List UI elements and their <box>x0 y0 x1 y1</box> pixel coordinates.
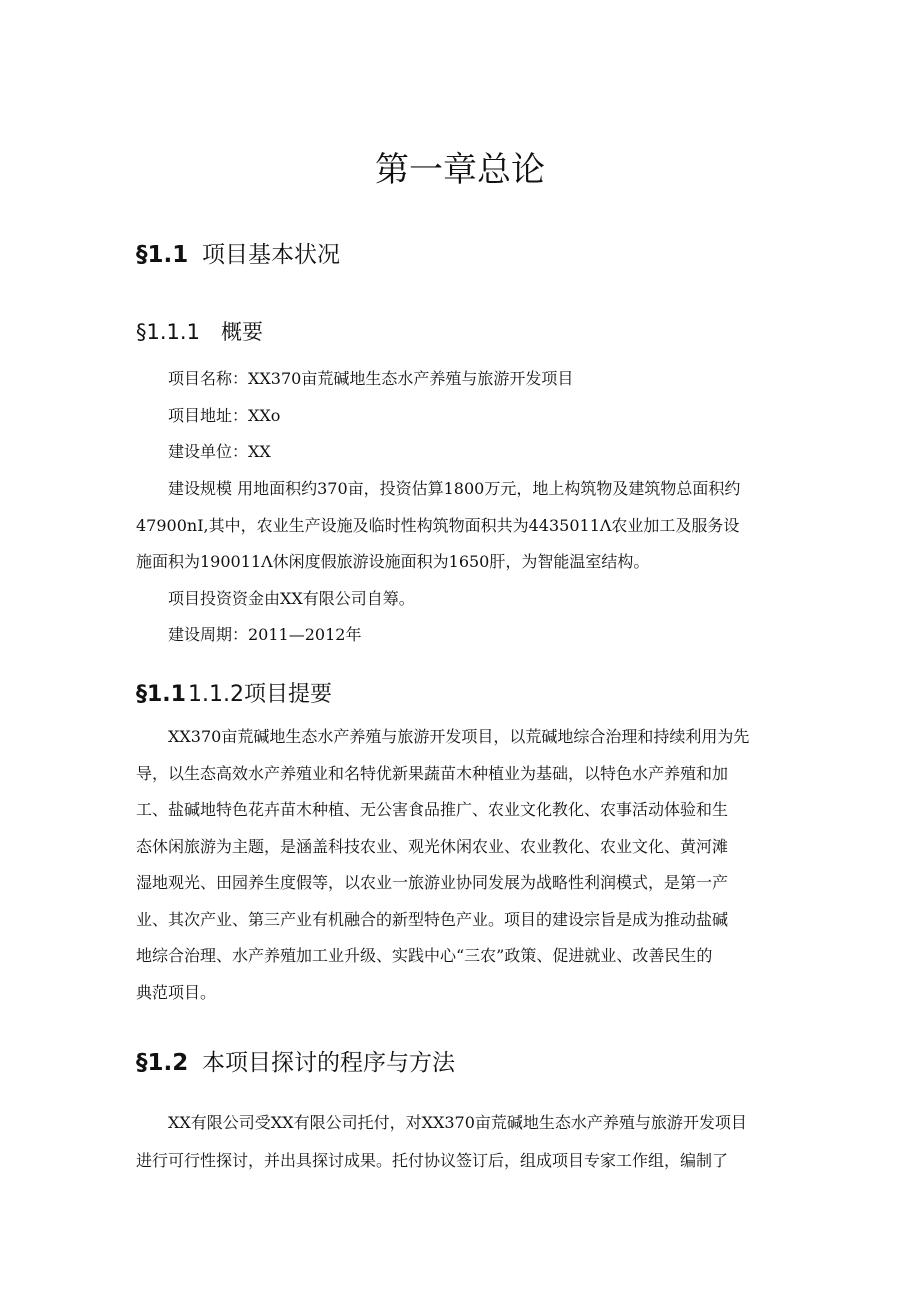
summary-line: 典范项目。 <box>136 983 217 1002</box>
section-title: 项目基本状况 <box>202 242 340 268</box>
summary-line: 导，以生态高效水产养殖业和名特优新果蔬苗木种植业为基础，以特色水产养殖和加 <box>136 764 729 783</box>
summary-line: XX370亩荒碱地生态水产养殖与旅游开发项目，以荒碱地综合治理和持续利用为先 <box>168 727 750 746</box>
summary-line: 态休闲旅游为主题，是涵盖科技农业、观光休闲农业、农业教化、农业文化、黄河滩 <box>136 837 729 856</box>
section-heading-1-1 <box>136 238 340 272</box>
summary-line: 业、其次产业、第三产业有机融合的新型特色产业。项目的建设宗旨是成为推动盐碱 <box>136 910 729 929</box>
scale-line-3: 施面积为190011Λ休闲度假旅游设施面积为1650肝，为智能温室结构。 <box>136 552 650 571</box>
subsection-title: 1.1.2项目提要 <box>188 682 332 707</box>
subsection-heading-1-1-1 <box>136 316 263 348</box>
section-heading-1-2 <box>136 1046 455 1080</box>
construction-unit-line: 建设单位：XX <box>168 442 271 461</box>
method-line: XX有限公司受XX有限公司托付，对XX370亩荒碱地生态水产养殖与旅游开发项目 <box>168 1113 747 1132</box>
scale-line-2: 47900nI,其中，农业生产设施及临时性构筑物面积共为4435011Λ农业加工及服务设 <box>136 516 740 535</box>
scale-line-1: 建设规模 用地面积约370亩，投资估算1800万元，地上构筑物及建筑物总面积约 <box>168 479 741 498</box>
section-number: §1.1 <box>136 682 186 707</box>
subsection-title: 概要 <box>221 320 263 344</box>
project-name-line: 项目名称：XX370亩荒碱地生态水产养殖与旅游开发项目 <box>168 369 574 388</box>
chapter-title: 第一章总论 <box>375 150 545 190</box>
funding-line: 项目投资资金由XX有限公司自筹。 <box>168 589 415 608</box>
section-title: 本项目探讨的程序与方法 <box>202 1050 455 1076</box>
subsection-number: §1.1.1 <box>136 320 200 344</box>
project-address-line: 项目地址：XXo <box>168 406 281 425</box>
summary-line: 湿地观光、田园养生度假等，以农业一旅游业协同发展为战略性利润模式，是第一产 <box>136 873 729 892</box>
summary-line: 地综合治理、水产养殖加工业升级、实践中心“三农”政策、促进就业、改善民生的 <box>136 946 713 965</box>
section-number: §1.1 <box>136 242 189 268</box>
subsection-heading-1-1-2 <box>136 678 332 712</box>
summary-line: 工、盐碱地特色花卉苗木种植、无公害食品推广、农业文化教化、农事活动体验和生 <box>136 800 729 819</box>
section-number: §1.2 <box>136 1050 189 1076</box>
method-line: 进行可行性探讨，并出具探讨成果。托付协议签订后，组成项目专家工作组，编制了 <box>136 1151 729 1170</box>
period-line: 建设周期：2011—2012年 <box>168 625 362 644</box>
